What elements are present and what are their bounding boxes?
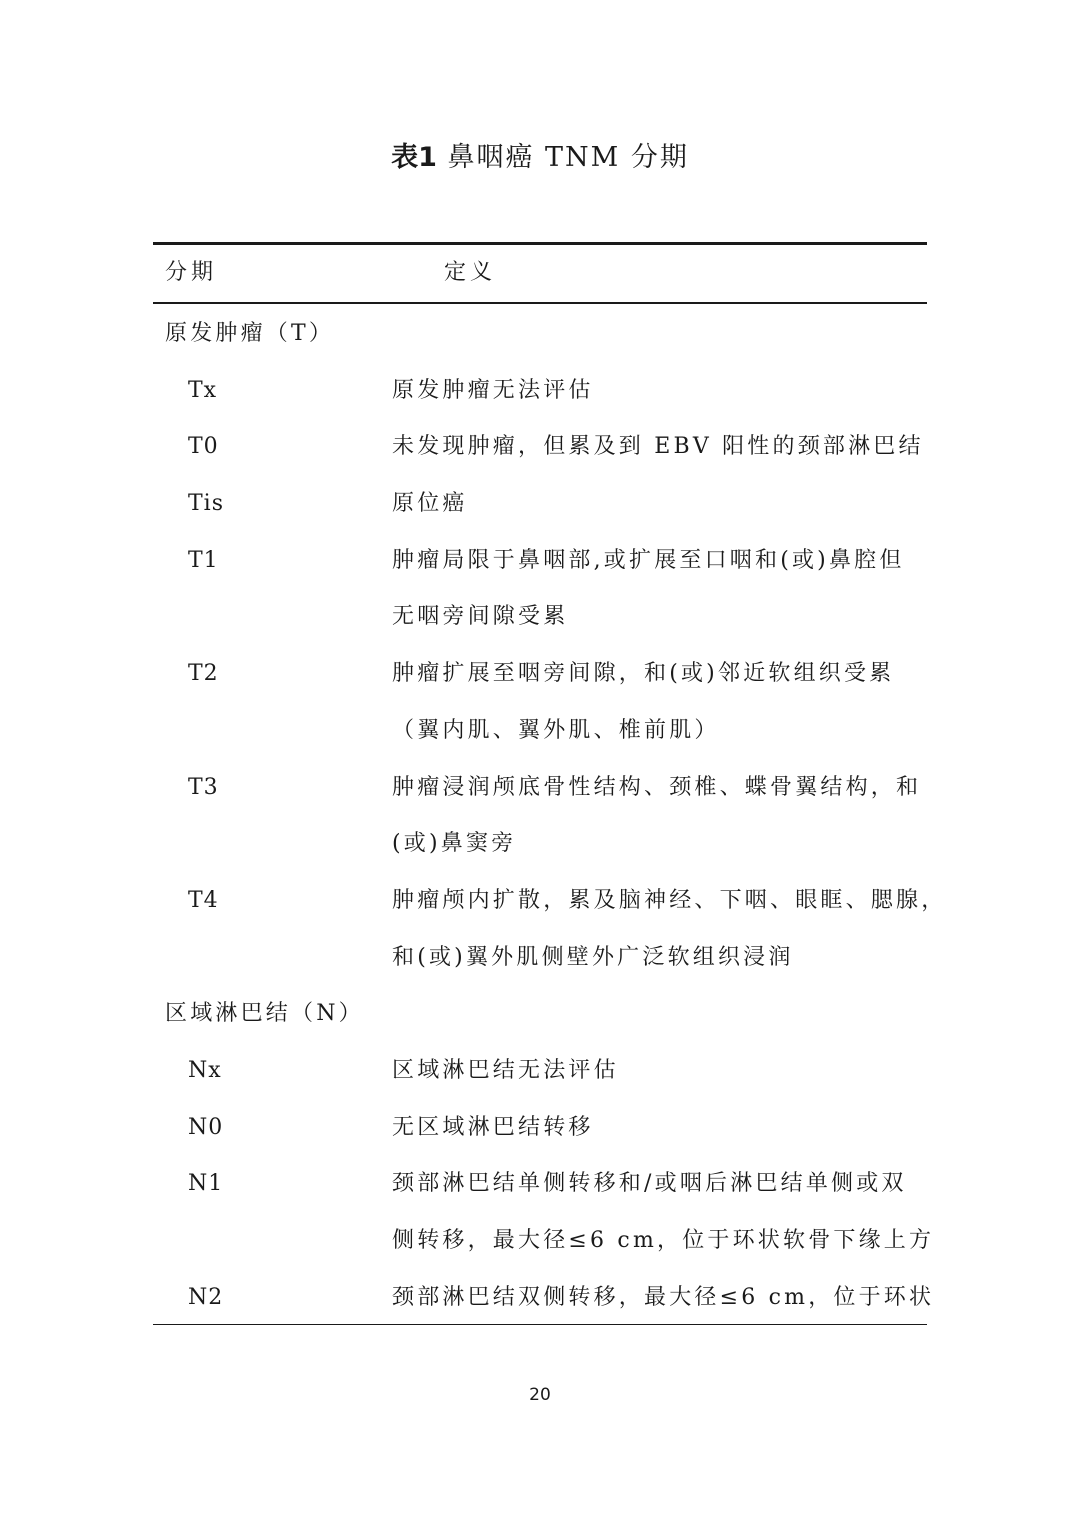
row-definition: 和(或)翼外肌侧壁外广泛软组织浸润 [392, 944, 794, 970]
row-group-label: 原发肿瘤（T） [165, 321, 335, 346]
table-row [0, 1043, 1080, 1100]
page-number: 20 [529, 1385, 551, 1405]
row-stage-code: T4 [188, 887, 219, 913]
row-stage-code: Tx [188, 377, 218, 403]
table-row [0, 760, 1080, 817]
row-stage-code: N0 [188, 1114, 224, 1140]
row-group-label: 区域淋巴结（N） [165, 1001, 364, 1027]
row-stage-code: T0 [188, 434, 219, 460]
table-row [0, 986, 1080, 1043]
table-row [0, 533, 1080, 590]
row-definition: 无咽旁间隙受累 [392, 604, 569, 630]
header-stage: 分期 [165, 260, 218, 285]
table-row [0, 306, 1080, 363]
row-stage-code: T3 [188, 774, 219, 800]
table-label: 表1 [391, 142, 437, 173]
row-definition: 颈部淋巴结单侧转移和/或咽后淋巴结单侧或双 [392, 1171, 907, 1197]
table-row [0, 646, 1080, 703]
row-definition: (或)鼻窦旁 [392, 831, 517, 857]
row-definition: 原位癌 [392, 491, 468, 517]
table-header-rule [153, 302, 927, 304]
table-title-text: 鼻咽癌 TNM 分期 [447, 142, 689, 173]
table-row [0, 419, 1080, 476]
row-stage-code: T1 [188, 547, 219, 573]
table-row [0, 1213, 1080, 1270]
header-definition: 定义 [444, 260, 497, 285]
row-definition: 未发现肿瘤，但累及到 EBV 阳性的颈部淋巴结 [392, 434, 924, 460]
table-row [0, 476, 1080, 533]
table-title [0, 138, 1080, 178]
table-top-rule [153, 242, 927, 245]
table-body [0, 306, 1080, 1326]
table-row [0, 873, 1080, 930]
row-definition: 颈部淋巴结双侧转移，最大径≤6 cm，位于环状 [392, 1284, 935, 1310]
row-definition: 侧转移，最大径≤6 cm，位于环状软骨下缘上方 [392, 1228, 935, 1253]
row-definition: 肿瘤扩展至咽旁间隙，和(或)邻近软组织受累 [392, 661, 895, 687]
row-definition: 无区域淋巴结转移 [392, 1114, 594, 1140]
table-row [0, 589, 1080, 646]
row-stage-code: N2 [188, 1284, 224, 1310]
row-stage-code: N1 [188, 1171, 224, 1197]
table-row [0, 1270, 1080, 1327]
table-row [0, 703, 1080, 760]
row-stage-code: T2 [188, 661, 219, 687]
row-stage-code: Nx [188, 1057, 222, 1083]
row-definition: 肿瘤浸润颅底骨性结构、颈椎、蝶骨翼结构，和 [392, 774, 922, 800]
row-definition: 区域淋巴结无法评估 [392, 1057, 619, 1083]
row-definition: 肿瘤颅内扩散，累及脑神经、下咽、眼眶、腮腺， [392, 887, 947, 913]
table-row [0, 1100, 1080, 1157]
row-definition: （翼内肌、翼外肌、椎前肌） [392, 717, 720, 743]
row-stage-code: Tis [188, 491, 224, 517]
table-row [0, 930, 1080, 987]
table-row [0, 363, 1080, 420]
table-row [0, 1156, 1080, 1213]
row-definition: 肿瘤局限于鼻咽部,或扩展至口咽和(或)鼻腔但 [392, 547, 905, 573]
table-row [0, 816, 1080, 873]
table-bottom-rule [153, 1324, 927, 1325]
row-definition: 原发肿瘤无法评估 [392, 377, 594, 403]
